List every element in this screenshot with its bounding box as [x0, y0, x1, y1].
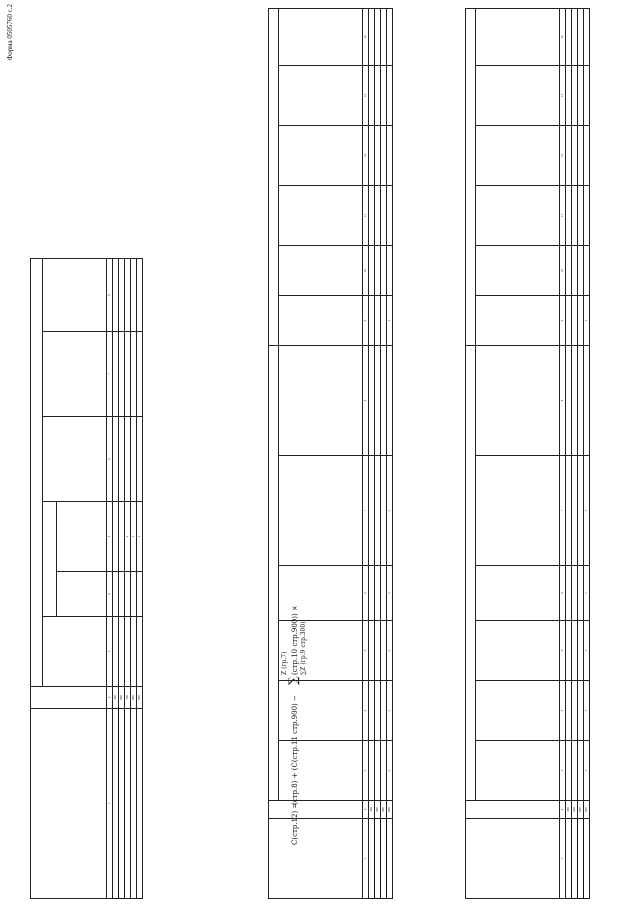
- t3-colnum: 11: [560, 186, 566, 246]
- t2-colnum: 7: [363, 456, 369, 566]
- t3-colnum: 1: [560, 819, 566, 899]
- t3-head-col7: [476, 456, 560, 566]
- t3-head-col14: [476, 9, 560, 66]
- t3-head-col10: [476, 246, 560, 296]
- t1-colnum: 2: [107, 687, 113, 709]
- x-mark: x: [584, 621, 590, 681]
- table-row-cell: [387, 66, 393, 126]
- formula-frac-bot: ∑Z (гр.9 стр.300): [300, 621, 307, 675]
- t1-colnum: 4: [107, 572, 113, 617]
- row-code: 900: [584, 801, 590, 819]
- formula-mid: (стр.8) + (C(стр.11 стр.900) −: [291, 695, 299, 805]
- row-code: 400: [572, 801, 578, 819]
- t1-colnum: 3: [107, 617, 113, 687]
- t3-head-col12: [476, 126, 560, 186]
- t1-head-col3: [43, 617, 107, 687]
- t1-head-code: [31, 687, 107, 709]
- t2-head-col11: [279, 186, 363, 246]
- x-mark: x: [387, 681, 393, 741]
- t3-head-group-b: [466, 9, 476, 346]
- t2-colnum: 13: [363, 66, 369, 126]
- row-label: [137, 709, 143, 899]
- t3-head-col9: [476, 296, 560, 346]
- t3-head-col6: [476, 566, 560, 621]
- t3-head-col11: [476, 186, 560, 246]
- t1-colnum: 6: [107, 417, 113, 502]
- t1-head-col5: [57, 502, 107, 572]
- total-label: [584, 819, 590, 899]
- row-code: 300: [369, 801, 375, 819]
- t2-head-col2: [269, 801, 363, 819]
- t2-colnum: 11: [363, 186, 369, 246]
- t2-head-col3: [279, 741, 363, 801]
- t1-colnum: 7: [107, 332, 113, 417]
- table-row-cell: [584, 346, 590, 456]
- t1-head-col6: [43, 417, 107, 502]
- t2-head-col6: [279, 566, 363, 621]
- t2-colnum: 10: [363, 246, 369, 296]
- table-row-cell: [387, 246, 393, 296]
- x-mark: x: [125, 502, 131, 572]
- t2-head-col4: [279, 681, 363, 741]
- t3-colnum: 12: [560, 126, 566, 186]
- x-mark: x: [131, 502, 137, 572]
- formula-right: (стр.10 стр.900)) ×: [291, 605, 299, 675]
- x-mark: x: [584, 566, 590, 621]
- row-code: 900: [137, 687, 143, 709]
- t3-head-col4: [476, 681, 560, 741]
- table-row-cell: [584, 246, 590, 296]
- t1-head-group: [31, 259, 43, 687]
- row-code: 300: [566, 801, 572, 819]
- t1-head-col8: [43, 259, 107, 332]
- t2-colnum: 3: [363, 741, 369, 801]
- t1-colnum: 5: [107, 502, 113, 572]
- row-code: 900: [578, 801, 584, 819]
- row-code: 800: [131, 687, 137, 709]
- formula-sum: ∑: [286, 676, 300, 685]
- t2-head-col10: [279, 246, 363, 296]
- t2-head-col14: [279, 9, 363, 66]
- table-row-cell: [137, 417, 143, 502]
- t3-head-col5: [476, 621, 560, 681]
- t3-head-col2: [466, 801, 560, 819]
- t3-colnum: 4: [560, 681, 566, 741]
- table-row-cell: [387, 346, 393, 456]
- formula-frac-top: Z (гр.7): [281, 651, 288, 675]
- t2-colnum: 2: [363, 801, 369, 819]
- t2-head-col1: [269, 819, 363, 899]
- t1-head-col7: [43, 332, 107, 417]
- table-row-cell: [137, 572, 143, 617]
- t2-head-group-a: [269, 346, 279, 801]
- t1-head-col4: [57, 572, 107, 617]
- t3-colnum: 7: [560, 456, 566, 566]
- row-code: 900: [387, 801, 393, 819]
- form-code: Форма 0505760 с.2: [6, 4, 14, 61]
- t2-colnum: 1: [363, 819, 369, 899]
- t3-head-col8: [476, 346, 560, 456]
- t1-head-col4-5: [43, 502, 57, 617]
- t3-colnum: 5: [560, 621, 566, 681]
- row-code: 800: [375, 801, 381, 819]
- table-row-cell: [584, 186, 590, 246]
- t3-colnum: 3: [560, 741, 566, 801]
- t2-colnum: 8: [363, 346, 369, 456]
- table-row-cell: [387, 9, 393, 66]
- x-mark: x: [387, 566, 393, 621]
- t3-colnum: 9: [560, 296, 566, 346]
- t3-colnum: 13: [560, 66, 566, 126]
- total-label: [387, 819, 393, 899]
- t3-colnum: 8: [560, 346, 566, 456]
- table-row-cell: [137, 617, 143, 687]
- x-mark: x: [387, 741, 393, 801]
- x-mark: x: [387, 621, 393, 681]
- t2-head-col7: [279, 456, 363, 566]
- x-mark: x: [387, 456, 393, 566]
- t2-colnum: 12: [363, 126, 369, 186]
- t2-head-col9: [279, 296, 363, 346]
- t2-head-group-b: [269, 9, 279, 346]
- row-code: 300: [113, 687, 119, 709]
- table-section-3-1-2: [465, 8, 590, 899]
- table-row-cell: [387, 186, 393, 246]
- t1-colnum: 1: [107, 709, 113, 899]
- t3-colnum: 14: [560, 9, 566, 66]
- x-mark: x: [584, 681, 590, 741]
- x-mark: x: [387, 296, 393, 346]
- formula-left: C(стр.12) =: [291, 802, 299, 845]
- table-section-3-1-1: [268, 8, 393, 899]
- t2-head-col5: [279, 621, 363, 681]
- t2-colnum: 9: [363, 296, 369, 346]
- t2-head-col8: [279, 346, 363, 456]
- table-row-cell: [137, 259, 143, 332]
- table-row-cell: [584, 126, 590, 186]
- row-code: 800: [119, 687, 125, 709]
- t1-colnum: 8: [107, 259, 113, 332]
- t3-colnum: 10: [560, 246, 566, 296]
- x-mark: x: [137, 502, 143, 572]
- row-code: 900: [381, 801, 387, 819]
- t2-colnum: 4: [363, 681, 369, 741]
- t3-colnum: 6: [560, 566, 566, 621]
- table-row-cell: [584, 9, 590, 66]
- t2-head-col13: [279, 66, 363, 126]
- x-mark: x: [584, 456, 590, 566]
- t3-head-col1: [466, 819, 560, 899]
- t2-colnum: 5: [363, 621, 369, 681]
- t3-head-col3: [476, 741, 560, 801]
- t2-colnum: 6: [363, 566, 369, 621]
- table-row-cell: [584, 66, 590, 126]
- table-section-2: [30, 258, 143, 899]
- table-row-cell: [137, 332, 143, 417]
- x-mark: x: [584, 296, 590, 346]
- t3-head-group-a: [466, 346, 476, 801]
- row-code: 700: [125, 687, 131, 709]
- t3-head-col13: [476, 66, 560, 126]
- table-row-cell: [387, 126, 393, 186]
- t2-colnum: 14: [363, 9, 369, 66]
- t2-head-col12: [279, 126, 363, 186]
- t3-colnum: 2: [560, 801, 566, 819]
- t1-head-name: [31, 709, 107, 899]
- x-mark: x: [584, 741, 590, 801]
